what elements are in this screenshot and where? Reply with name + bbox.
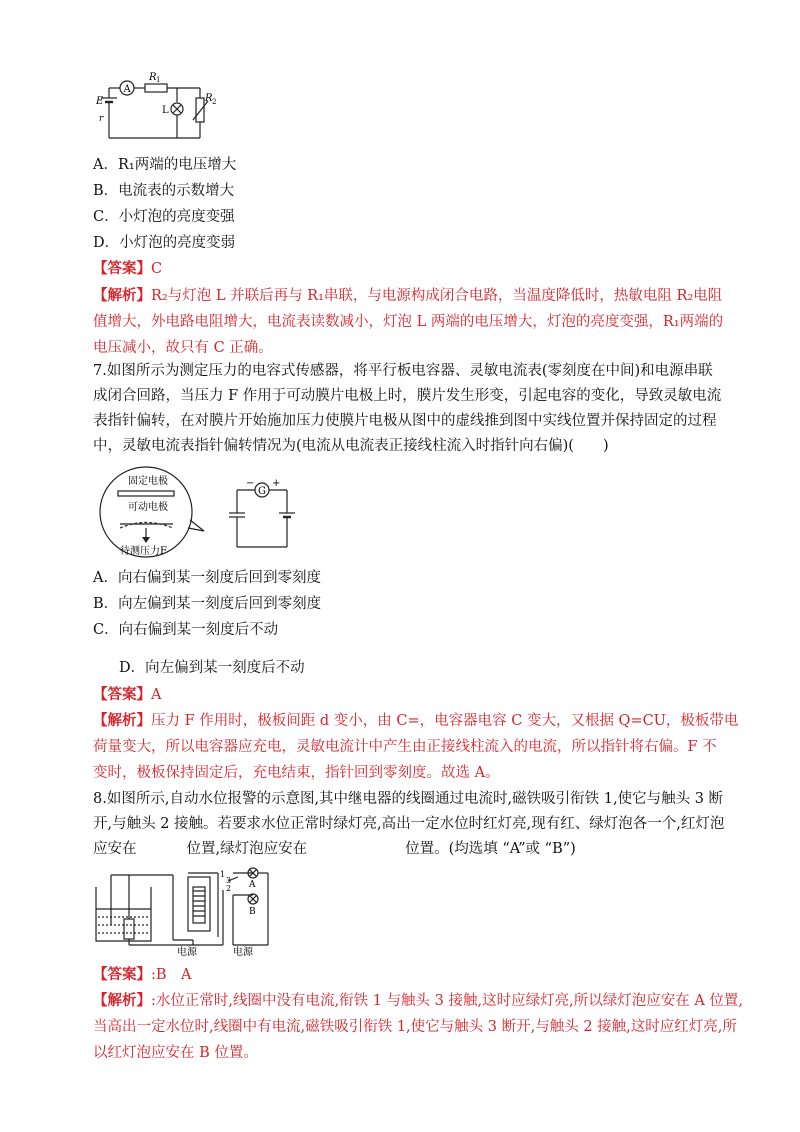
q6-circuit-figure (95, 68, 225, 148)
q8-stem-line-2: 开,与触头 2 接触。若要求水位正常时绿灯亮,高出一定水位时红灯亮,现有红、绿灯泡各一个,红灯泡 (93, 816, 725, 832)
q6-option-d: D．小灯泡的亮度变弱 (93, 235, 236, 251)
q7-option-d: D．向左偏到某一刻度后不动 (119, 660, 305, 676)
q7-option-c: C．向右偏到某一刻度后不动 (93, 622, 279, 638)
analysis-text: 压力 F 作用时，极板间距 d 变小，由 C=，电容器电容 C 变大，又根据 Q=CU，极板带电 (151, 713, 739, 729)
q6-analysis-line-1 (93, 286, 722, 306)
q6-option-b: B．电流表的示数增大 (93, 183, 235, 199)
q8-analysis-line-3: 以红灯泡应安在 B 位置。 (93, 1045, 258, 1061)
q7-answer (93, 685, 161, 705)
bulb-a-label: A (249, 880, 256, 890)
analysis-tag: 【解析】 (93, 287, 151, 304)
q7-analysis-line-2: 荷量变大，所以电容器应充电，灵敏电流计中产生由正接线柱流入的电流，所以指针将右偏。F 不 (93, 739, 717, 755)
q7-stem-line-3: 表指针偏转，在对膜片开始施加压力使膜片电极从图中的虚线推到图中实线位置并保持固定的过程 (93, 413, 717, 429)
fixed-electrode-label: 固定电极 (128, 476, 168, 487)
q7-analysis-line-3: 变时，极板保持固定后，充电结束，指针回到零刻度。故选 A。 (93, 765, 500, 781)
q7-stem-line-4: 中，灵敏电流表指针偏转情况为(电流从电流表正接线柱流入时指针向右偏)( ) (93, 438, 609, 454)
q7-analysis-line-1 (93, 711, 738, 731)
pressure-label: 待测压力F (120, 546, 167, 557)
lamp-label: L (162, 105, 169, 116)
r2-label: R (205, 93, 213, 104)
answer-tag: 【答案】 (93, 966, 151, 983)
q7-sensor-figure (98, 465, 308, 562)
q7-stem-line-1: 7.如图所示为测定压力的电容式传感器，将平行板电容器、灵敏电流表(零刻度在中间)和电源串联 (93, 363, 713, 379)
bulb-b-label: B (249, 907, 256, 917)
plus-terminal-label: + (272, 478, 281, 489)
contact-2-label: 2 (226, 884, 232, 893)
q6-option-c: C．小灯泡的亮度变强 (93, 209, 235, 225)
answer-tag: 【答案】 (93, 686, 151, 703)
analysis-text: :水位正常时,线圈中没有电流,衔铁 1 与触头 3 接触,这时应绿灯亮,所以绿灯泡应安在 A 位置, (151, 993, 744, 1009)
q8-answer (93, 965, 192, 985)
q7-option-b: B．向左偏到某一刻度后回到零刻度 (93, 596, 322, 612)
power-left-label: 电源 (177, 947, 197, 957)
q8-stem-line-1: 8.如图所示,自动水位报警的示意图,其中继电器的线圈通过电流时,磁铁吸引衔铁 1,使它与触头 3 断 (93, 791, 724, 807)
movable-electrode-label: 可动电极 (128, 502, 168, 513)
q7-option-a: A．向右偏到某一刻度后回到零刻度 (93, 570, 321, 586)
q8-analysis-line-1 (93, 991, 743, 1011)
analysis-text: R₂与灯泡 L 并联后再与 R₁串联，与电源构成闭合电路，当温度降低时，热敏电阻 R₂电阻 (151, 288, 723, 304)
emf-label: E (96, 96, 104, 107)
analysis-tag: 【解析】 (93, 712, 151, 729)
answer-value: C (151, 261, 163, 277)
power-right-label: 电源 (233, 947, 253, 957)
stem-fragment: 应安在 (93, 841, 137, 857)
ammeter-label: A (123, 84, 131, 95)
q7-stem-line-2: 成闭合回路，当压力 F 作用于可动膜片电极上时，膜片发生形变，引起电容的变化，导致灵敏电流 (93, 388, 722, 404)
r2-subscript: 2 (212, 98, 217, 106)
r1-subscript: 1 (156, 76, 161, 84)
contact-3-label: 3 (226, 876, 232, 885)
r1-label: R (149, 72, 157, 83)
analysis-tag: 【解析】 (93, 992, 151, 1009)
q6-answer (93, 259, 162, 279)
answer-value: A (151, 687, 162, 703)
minus-terminal-label: − (246, 478, 255, 489)
stem-fragment: 位置。(均选填 “A”或 “B”) (405, 841, 576, 857)
q8-stem-line-3 (93, 839, 576, 859)
internal-resistance-label: r (99, 114, 104, 124)
q6-analysis-line-3: 电压减小，故只有 C 正确。 (93, 340, 273, 356)
galvanometer-label: G (258, 486, 266, 497)
contact-1-label: 1 (220, 870, 226, 879)
stem-fragment: 位置,绿灯泡应安在 (186, 841, 308, 857)
q8-analysis-line-2: 当高出一定水位时,线圈中有电流,磁铁吸引衔铁 1,使它与触头 3 断开,与触头 2 接触,这时应红灯亮,所 (93, 1019, 737, 1035)
answer-value: :B A (151, 967, 192, 983)
q6-analysis-line-2: 值增大，外电路电阻增大，电流表读数减小，灯泡 L 两端的电压增大，灯泡的亮度变强，R₁两端的 (93, 314, 724, 330)
q6-option-a: A．R₁两端的电压增大 (93, 157, 237, 173)
answer-tag: 【答案】 (93, 260, 151, 277)
q8-water-alarm-figure (93, 865, 283, 957)
